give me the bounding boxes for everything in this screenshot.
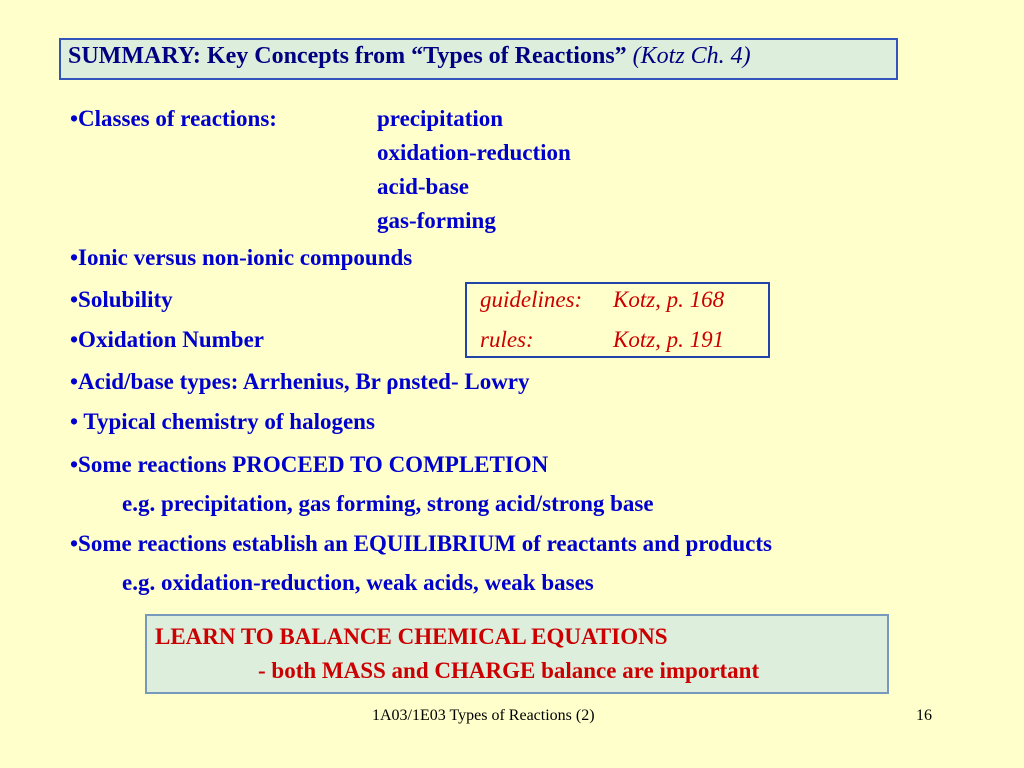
class-item: gas-forming <box>377 208 496 233</box>
bullet-ionic: •Ionic versus non-ionic compounds <box>70 245 413 270</box>
equilibrium-example: e.g. oxidation-reduction, weak acids, weak bases <box>122 570 594 595</box>
title-main: SUMMARY: Key Concepts from “Types of Reactions” <box>68 43 633 69</box>
title-reference: (Kotz Ch. 4) <box>632 43 751 69</box>
class-item: oxidation-reduction <box>377 140 571 165</box>
classes-label: •Classes of reactions: <box>70 106 277 131</box>
bullet-halogens: • Typical chemistry of halogens <box>70 409 375 434</box>
completion-example: e.g. precipitation, gas forming, strong acid/strong base <box>122 491 654 516</box>
class-item: precipitation <box>377 106 504 131</box>
callout-subtext: - both MASS and CHARGE balance are important <box>258 658 760 683</box>
callout-heading: LEARN TO BALANCE CHEMICAL EQUATIONS <box>155 624 668 649</box>
footer-course: 1A03/1E03 Types of Reactions (2) <box>372 707 595 724</box>
bullet-completion: •Some reactions PROCEED TO COMPLETION <box>70 452 549 477</box>
solubility-ref-page: Kotz, p. 168 <box>613 287 725 312</box>
bullet-acid-base: •Acid/base types: Arrhenius, Br ρnsted- Lowry <box>70 369 530 394</box>
oxidation-ref-label: rules: <box>480 327 534 352</box>
page-number: 16 <box>916 707 932 724</box>
class-item: acid-base <box>377 174 469 199</box>
oxidation-ref-page: Kotz, p. 191 <box>613 327 725 352</box>
solubility-ref-label: guidelines: <box>480 287 583 312</box>
slide-title <box>68 43 751 70</box>
bullet-solubility: •Solubility <box>70 287 173 312</box>
bullet-equilibrium: •Some reactions establish an EQUILIBRIUM of reactants and products <box>70 531 772 556</box>
bullet-oxidation-number: •Oxidation Number <box>70 327 264 352</box>
